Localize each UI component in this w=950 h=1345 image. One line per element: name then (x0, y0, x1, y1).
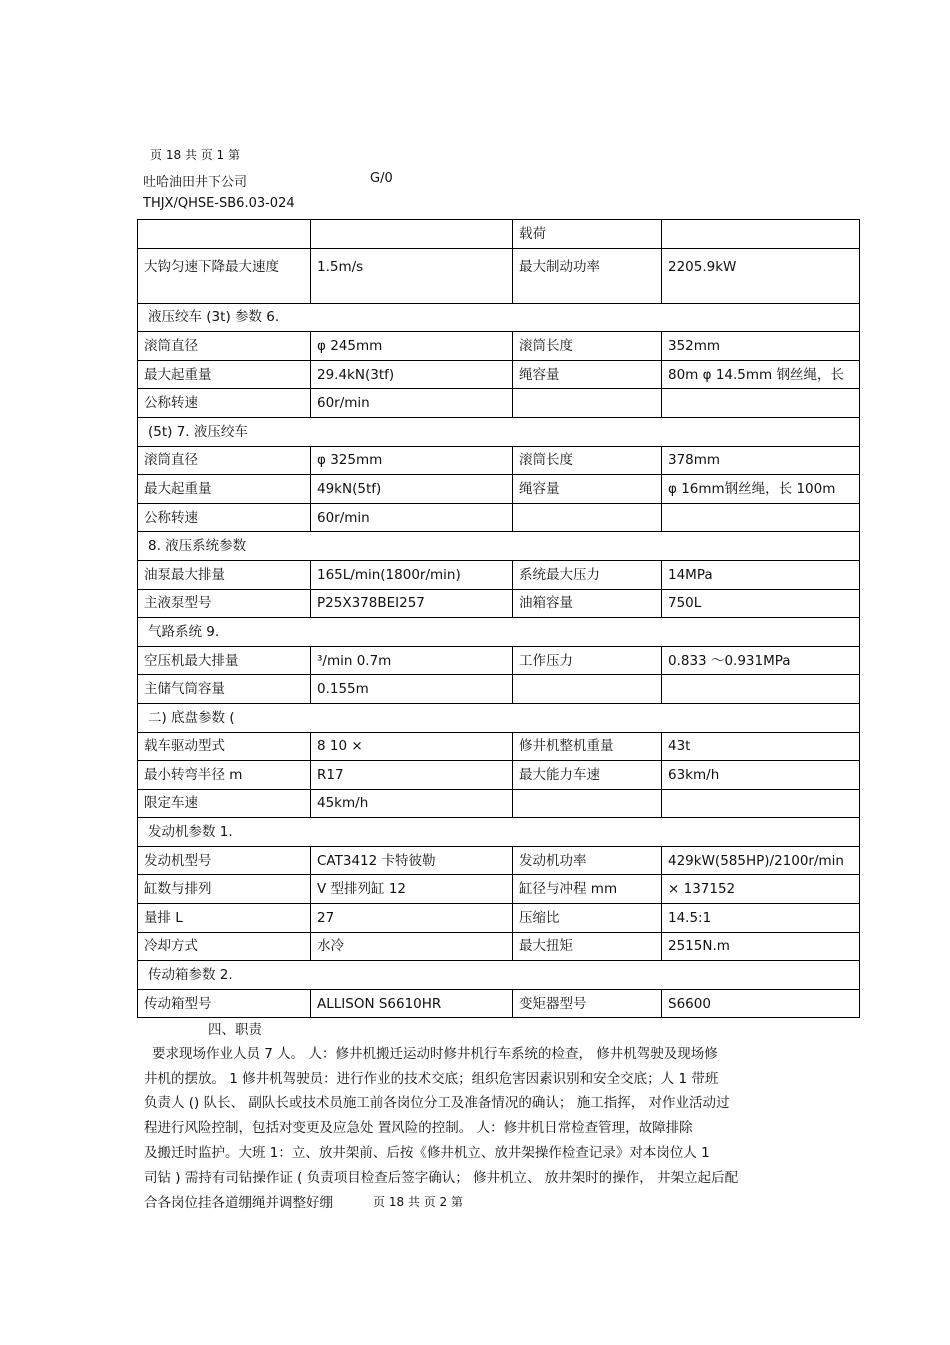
duties-line: 负责人 () 队长、 副队长或技术员施工前各岗位分工及准备情况的确认； 施工指挥， 对作业活动过 (144, 1095, 730, 1111)
param-value-cell: 352mm (662, 332, 860, 361)
param-value-cell: 60r/min (311, 389, 513, 418)
param-name-cell: 大钩匀速下降最大速度 (138, 248, 311, 303)
table-row (138, 932, 860, 961)
equipment-spec-table (137, 219, 860, 1018)
param-value-cell: 63km/h (662, 761, 860, 790)
param-value-cell: ³/min 0.7m (311, 646, 513, 675)
param-name-cell: 主液泵型号 (138, 589, 311, 618)
section-title: 8. 液压系统参数 (138, 532, 860, 561)
param-value-cell: CAT3412 卡特彼勒 (311, 846, 513, 875)
param-name-cell: 公称转速 (138, 389, 311, 418)
param-name-cell: 变矩器型号 (513, 989, 662, 1018)
param-value-cell (311, 220, 513, 249)
table-section-row (138, 417, 860, 446)
param-name-cell: 最大起重量 (138, 475, 311, 504)
param-name-cell: 载荷 (513, 220, 662, 249)
param-value-cell: φ 245mm (311, 332, 513, 361)
param-value-cell: 750L (662, 589, 860, 618)
table-row (138, 732, 860, 761)
param-value-cell: 43t (662, 732, 860, 761)
param-name-cell: 油泵最大排量 (138, 560, 311, 589)
param-name-cell: 绳容量 (513, 360, 662, 389)
param-value-cell: 14.5:1 (662, 904, 860, 933)
param-value-cell: P25X378BEI257 (311, 589, 513, 618)
page-number-top: 页 18 共 页 1 第 (150, 148, 240, 162)
duties-line: 合各岗位挂各道绷绳并调整好绷 (144, 1195, 333, 1211)
duties-line: 司钻 ) 需持有司钻操作证 ( 负责项目检查后签字确认； 修井机立、 放井架时的操作， 井架立起后配 (144, 1170, 739, 1186)
param-name-cell: 工作压力 (513, 646, 662, 675)
section-title: 气路系统 9. (138, 618, 860, 647)
param-name-cell (513, 675, 662, 704)
param-name-cell: 最大扭矩 (513, 932, 662, 961)
param-value-cell (662, 220, 860, 249)
param-name-cell: 绳容量 (513, 475, 662, 504)
param-value-cell: 45km/h (311, 789, 513, 818)
param-name-cell: 滚筒长度 (513, 446, 662, 475)
table-row (138, 875, 860, 904)
param-value-cell: 1.5m/s (311, 248, 513, 303)
table-row (138, 248, 860, 303)
param-name-cell: 主储气筒容量 (138, 675, 311, 704)
param-name-cell: 限定车速 (138, 789, 311, 818)
duties-line: 及搬迁时监护。大班 1：立、放井架前、后按《修井机立、放井架操作检查记录》对本岗位人 1 (144, 1145, 710, 1161)
table-section-row (138, 618, 860, 647)
param-value-cell: 27 (311, 904, 513, 933)
table-row (138, 360, 860, 389)
section-title: (5t) 7. 液压绞车 (138, 417, 860, 446)
param-name-cell (513, 789, 662, 818)
table-row (138, 589, 860, 618)
param-value-cell: φ 325mm (311, 446, 513, 475)
param-value-cell (662, 389, 860, 418)
page-number-bottom: 页 18 共 页 2 第 (373, 1195, 463, 1209)
param-value-cell: 2205.9kW (662, 248, 860, 303)
document-code: THJX/QHSE-SB6.03-024 (143, 196, 295, 211)
section-title: 传动箱参数 2. (138, 961, 860, 990)
param-name-cell: 油箱容量 (513, 589, 662, 618)
param-value-cell: 378mm (662, 446, 860, 475)
param-name-cell (138, 220, 311, 249)
company-name: 吐哈油田井下公司 (143, 175, 248, 190)
section-title: 发动机参数 1. (138, 818, 860, 847)
param-value-cell: 8 10 × (311, 732, 513, 761)
param-name-cell: 公称转速 (138, 503, 311, 532)
param-name-cell: 滚筒直径 (138, 446, 311, 475)
param-name-cell: 最大起重量 (138, 360, 311, 389)
param-value-cell (662, 503, 860, 532)
param-value-cell: 165L/min(1800r/min) (311, 560, 513, 589)
param-value-cell: 49kN(5tf) (311, 475, 513, 504)
param-name-cell: 空压机最大排量 (138, 646, 311, 675)
duties-line: 井机的摆放。 1 修井机驾驶员：进行作业的技术交底；组织危害因素识别和安全交底；人 1 带班 (144, 1071, 719, 1087)
param-name-cell: 滚筒长度 (513, 332, 662, 361)
table-section-row (138, 703, 860, 732)
table-row (138, 332, 860, 361)
table-section-row (138, 961, 860, 990)
param-name-cell: 最大制动功率 (513, 248, 662, 303)
table-row (138, 389, 860, 418)
param-value-cell: 60r/min (311, 503, 513, 532)
param-value-cell (662, 789, 860, 818)
section-heading-duties: 四、职责 (208, 1022, 262, 1038)
param-name-cell: 缸径与冲程 mm (513, 875, 662, 904)
param-name-cell: 量排 L (138, 904, 311, 933)
param-value-cell: 429kW(585HP)/2100r/min (662, 846, 860, 875)
param-value-cell: × 137152 (662, 875, 860, 904)
param-name-cell (513, 389, 662, 418)
section-title: 二) 底盘参数 ( (138, 703, 860, 732)
param-value-cell (662, 675, 860, 704)
param-value-cell: ALLISON S6610HR (311, 989, 513, 1018)
param-value-cell: 水冷 (311, 932, 513, 961)
section-title: 液压绞车 (3t) 参数 6. (138, 303, 860, 332)
param-name-cell: 最大能力车速 (513, 761, 662, 790)
param-name-cell: 载车驱动型式 (138, 732, 311, 761)
param-value-cell: 80m φ 14.5mm 钢丝绳，长 (662, 360, 860, 389)
param-name-cell: 冷却方式 (138, 932, 311, 961)
param-value-cell: 0.833 ～0.931MPa (662, 646, 860, 675)
param-name-cell: 修井机整机重量 (513, 732, 662, 761)
param-value-cell: R17 (311, 761, 513, 790)
duties-line: 要求现场作业人员 7 人。 人：修井机搬迁运动时修井机行车系统的检查， 修井机驾驶及现场修 (152, 1046, 718, 1062)
table-section-row (138, 818, 860, 847)
param-value-cell: 2515N.m (662, 932, 860, 961)
param-name-cell: 系统最大压力 (513, 560, 662, 589)
param-name-cell: 缸数与排列 (138, 875, 311, 904)
table-row (138, 789, 860, 818)
param-name-cell: 传动箱型号 (138, 989, 311, 1018)
table-row (138, 475, 860, 504)
param-value-cell: 14MPa (662, 560, 860, 589)
table-row (138, 761, 860, 790)
table-row (138, 846, 860, 875)
param-value-cell: V 型排列缸 12 (311, 875, 513, 904)
table-row (138, 446, 860, 475)
table-row (138, 989, 860, 1018)
param-name-cell: 滚筒直径 (138, 332, 311, 361)
param-name-cell: 发动机型号 (138, 846, 311, 875)
param-value-cell: φ 16mm钢丝绳，长 100m (662, 475, 860, 504)
duties-line: 程进行风险控制，包括对变更及应急处 置风险的控制。 人：修井机日常检查管理，故障排除 (144, 1120, 693, 1136)
param-value-cell: S6600 (662, 989, 860, 1018)
param-name-cell: 最小转弯半径 m (138, 761, 311, 790)
table-row (138, 220, 860, 249)
table-row (138, 646, 860, 675)
param-name-cell (513, 503, 662, 532)
param-value-cell: 29.4kN(3tf) (311, 360, 513, 389)
table-section-row (138, 532, 860, 561)
table-row (138, 560, 860, 589)
param-name-cell: 发动机功率 (513, 846, 662, 875)
document-version: G/0 (370, 171, 393, 186)
table-section-row (138, 303, 860, 332)
table-row (138, 904, 860, 933)
param-name-cell: 压缩比 (513, 904, 662, 933)
table-row (138, 503, 860, 532)
table-row (138, 675, 860, 704)
param-value-cell: 0.155m (311, 675, 513, 704)
